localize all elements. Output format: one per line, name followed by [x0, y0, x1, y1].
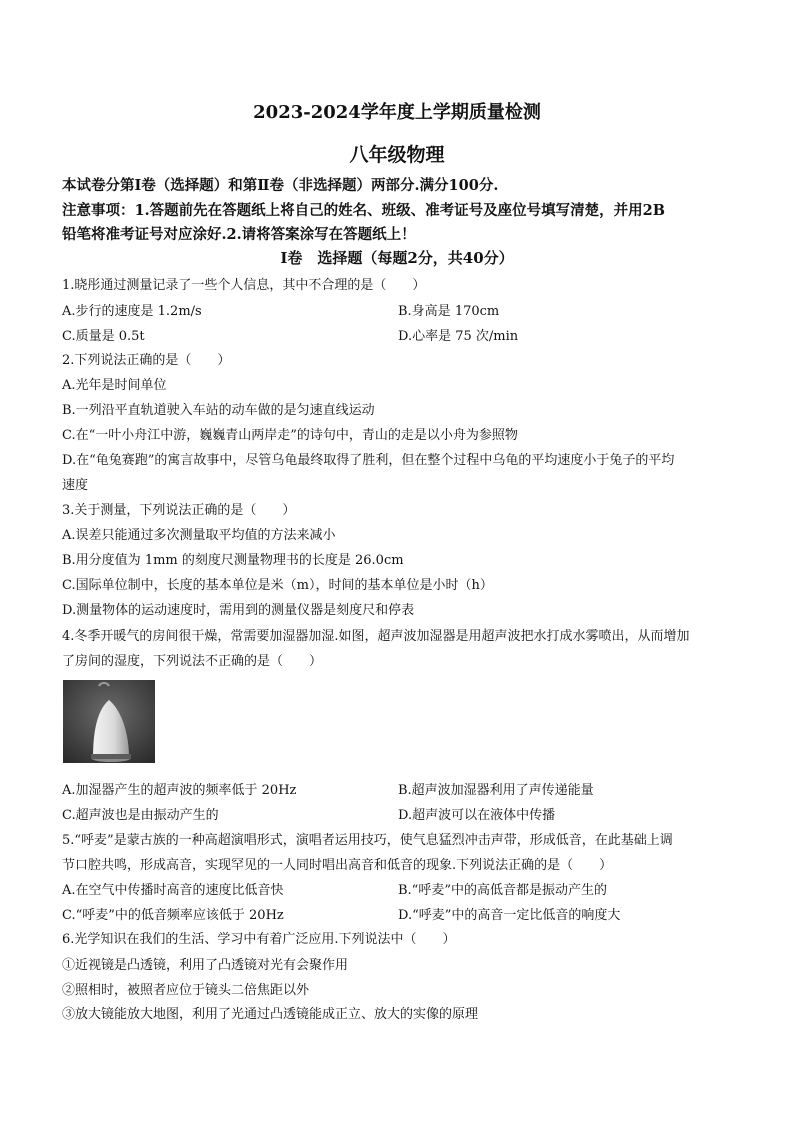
question-6-item-3: ③放大镜能放大地图，利用了光通过凸透镜能成正立、放大的实像的原理 — [62, 1007, 479, 1022]
question-3-option-b: B.用分度值为 1mm 的刻度尺测量物理书的长度是 26.0cm — [62, 553, 404, 568]
question-2-option-a: A.光年是时间单位 — [62, 378, 167, 393]
humidifier-photo — [63, 680, 155, 763]
section-title: Ⅰ卷 选择题（每题2分，共40分） — [280, 249, 514, 267]
question-4-stem-line-1: 4.冬季开暖气的房间很干燥，常需要加湿器加湿.如图，超声波加湿器是用超声波把水打成水雾喷出，从而增加 — [62, 629, 690, 644]
question-5-option-c: C.“呼麦”中的低音频率应该低于 20Hz — [62, 908, 284, 923]
question-4-option-d: D.超声波可以在液体中传播 — [398, 808, 556, 823]
question-5-stem-line-2: 节口腔共鸣，形成高音，实现罕见的一人同时唱出高音和低音的现象.下列说法正确的是（ ） — [62, 858, 613, 873]
question-4-option-c: C.超声波也是由振动产生的 — [62, 808, 219, 823]
question-2-option-c: C.在“一叶小舟江中游，巍巍青山两岸走”的诗句中，青山的走是以小舟为参照物 — [62, 428, 518, 443]
question-1-option-b: B.身高是 170cm — [398, 304, 500, 319]
question-3-stem: 3.关于测量，下列说法正确的是（ ） — [62, 503, 296, 518]
question-6-item-1: ①近视镜是凸透镜，利用了凸透镜对光有会聚作用 — [62, 958, 349, 973]
notice-line-2: 铅笔将准考证号对应涂好.2.请将答案涂写在答题纸上！ — [62, 226, 416, 243]
question-5-option-d: D.“呼麦”中的高音一定比低音的响度大 — [398, 908, 621, 923]
notice-line-1: 注意事项：1.答题前先在答题纸上将自己的姓名、班级、准考证号及座位号填写清楚，并用2B — [62, 202, 665, 219]
question-5-stem-line-1: 5.“呼麦”是蒙古族的一种高超演唱形式，演唱者运用技巧，使气息猛烈冲击声带，形成低音，在此基础上调 — [62, 833, 673, 848]
exam-intro: 本试卷分第Ⅰ卷（选择题）和第Ⅱ卷（非选择题）两部分.满分100分. — [62, 177, 499, 194]
question-2-option-b: B.一列沿平直轨道驶入车站的动车做的是匀速直线运动 — [62, 403, 375, 418]
question-2-option-d: D.在“龟兔赛跑”的寓言故事中，尽管乌龟最终取得了胜利，但在整个过程中乌龟的平均速度小于兔子的平均 — [62, 453, 675, 468]
question-3-option-d: D.测量物体的运动速度时，需用到的测量仪器是刻度尺和停表 — [62, 603, 415, 618]
question-1-stem: 1.晓彤通过测量记录了一些个人信息，其中不合理的是（ ） — [62, 278, 426, 293]
question-4-option-a: A.加湿器产生的超声波的频率低于 20Hz — [62, 783, 297, 798]
question-6-item-2: ②照相时，被照者应位于镜头二倍焦距以外 — [62, 983, 310, 998]
subject-title: 八年级物理 — [349, 144, 445, 166]
exam-title: 2023-2024学年度上学期质量检测 — [253, 102, 541, 123]
question-2-stem: 2.下列说法正确的是（ ） — [62, 353, 231, 368]
question-1-option-c: C.质量是 0.5t — [62, 329, 145, 344]
question-2-option-d-cont: 速度 — [62, 478, 89, 493]
question-3-option-a: A.误差只能通过多次测量取平均值的方法来减小 — [62, 528, 336, 543]
question-1-option-a: A.步行的速度是 1.2m/s — [62, 304, 202, 319]
question-5-option-b: B.“呼麦”中的高低音都是振动产生的 — [398, 883, 607, 898]
question-5-option-a: A.在空气中传播时高音的速度比低音快 — [62, 883, 284, 898]
question-3-option-c: C.国际单位制中，长度的基本单位是米（m），时间的基本单位是小时（h） — [62, 578, 493, 593]
question-4-option-b: B.超声波加湿器利用了声传递能量 — [398, 783, 594, 798]
question-4-stem-line-2: 了房间的湿度，下列说法不正确的是（ ） — [62, 654, 323, 669]
humidifier-illustration — [63, 680, 155, 763]
question-1-option-d: D.心率是 75 次/min — [398, 329, 519, 344]
question-6-stem: 6.光学知识在我们的生活、学习中有着广泛应用.下列说法中（ ） — [62, 932, 456, 947]
